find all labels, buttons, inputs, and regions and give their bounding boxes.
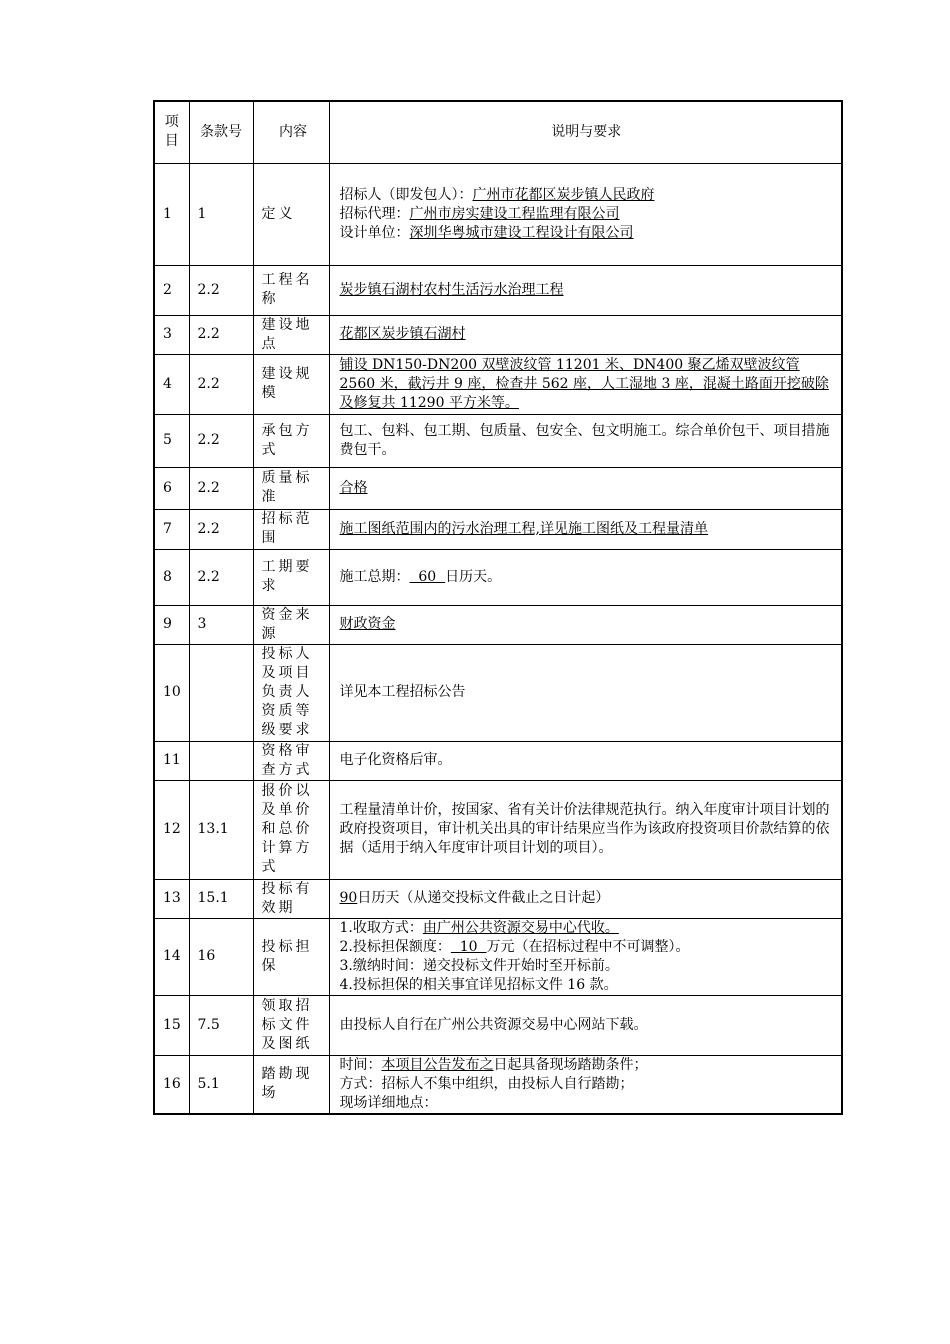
row-num: 11 <box>154 741 189 780</box>
bond-method-value: 由广州公共资源交易中心代收。 <box>422 919 619 936</box>
table-row <box>154 265 842 315</box>
row-desc <box>329 163 842 265</box>
header-desc: 说明与要求 <box>329 101 842 163</box>
row-item: 建设地点 <box>253 315 329 354</box>
row-item: 定义 <box>253 163 329 265</box>
row-clause: 1 <box>189 163 253 265</box>
row-num: 4 <box>154 354 189 414</box>
period-unit: 日历天。 <box>445 568 502 585</box>
row-clause: 2.2 <box>189 354 253 414</box>
row-clause <box>189 741 253 780</box>
project-name: 炭步镇石湖村农村生活污水治理工程 <box>339 281 564 298</box>
row-item: 投标担保 <box>253 918 329 995</box>
row-clause: 5.1 <box>189 1055 253 1114</box>
bid-bond <box>329 918 842 995</box>
visit-location: 现场详细地点： <box>339 1094 438 1111</box>
construction-period <box>329 549 842 605</box>
visit-method: 方式：招标人不集中组织，由投标人自行踏勘； <box>339 1075 634 1092</box>
row-item: 报价以及单价和总价计算方式 <box>253 780 329 879</box>
table-row <box>154 509 842 549</box>
table-header-row <box>154 101 842 163</box>
visit-time-value: 本项目公告发布之 <box>381 1056 494 1073</box>
table-row <box>154 741 842 780</box>
tender-scope: 施工图纸范围内的污水治理工程,详见施工图纸及工程量清单 <box>339 520 708 537</box>
bond-amount-label: 2.投标担保额度： <box>339 938 451 955</box>
header-clause: 条款号 <box>189 101 253 163</box>
bond-time: 3.缴纳时间：递交投标文件开始时至开标前。 <box>339 957 619 974</box>
header-num: 项目 <box>154 101 189 163</box>
period-days: 60 <box>409 568 446 585</box>
row-clause: 2.2 <box>189 414 253 467</box>
row-num: 7 <box>154 509 189 549</box>
validity-days: 90 <box>339 890 358 906</box>
quality-standard: 合格 <box>339 479 368 496</box>
table-row <box>154 879 842 918</box>
row-num: 2 <box>154 265 189 315</box>
agent-label: 招标代理： <box>339 205 410 222</box>
row-num: 10 <box>154 644 189 741</box>
row-item: 资金来源 <box>253 605 329 644</box>
bond-amount-unit: 万元（在招标过程中不可调整）。 <box>486 938 690 955</box>
row-num: 13 <box>154 879 189 918</box>
row-clause <box>189 644 253 741</box>
row-item: 招标范围 <box>253 509 329 549</box>
designer-label: 设计单位： <box>339 224 410 241</box>
bid-data-sheet <box>153 100 843 1115</box>
table-row <box>154 467 842 509</box>
row-item: 投标有效期 <box>253 879 329 918</box>
row-num: 16 <box>154 1055 189 1114</box>
row-clause: 2.2 <box>189 467 253 509</box>
row-num: 3 <box>154 315 189 354</box>
tenderer-label: 招标人（即发包人）： <box>339 186 473 203</box>
table-row <box>154 918 842 995</box>
row-clause: 2.2 <box>189 265 253 315</box>
fund-source: 财政资金 <box>339 616 396 632</box>
table-row <box>154 780 842 879</box>
row-num: 9 <box>154 605 189 644</box>
project-location: 花都区炭步镇石湖村 <box>339 326 466 342</box>
qualification-requirements: 详见本工程招标公告 <box>329 644 842 741</box>
row-num: 5 <box>154 414 189 467</box>
bond-details: 4.投标担保的相关事宜详见招标文件 16 款。 <box>339 976 618 993</box>
table-row <box>154 644 842 741</box>
document-collection: 由投标人自行在广州公共资源交易中心网站下载。 <box>329 995 842 1055</box>
row-clause: 2.2 <box>189 315 253 354</box>
row-item: 承包方式 <box>253 414 329 467</box>
validity-note: 日历天（从递交投标文件截止之日计起） <box>357 890 610 906</box>
table-row <box>154 605 842 644</box>
row-clause: 2.2 <box>189 549 253 605</box>
row-clause: 16 <box>189 918 253 995</box>
site-visit <box>329 1055 842 1114</box>
table-row <box>154 995 842 1055</box>
row-item: 踏勘现场 <box>253 1055 329 1114</box>
visit-time-suffix: 日起具备现场踏勘条件； <box>493 1056 648 1073</box>
table-row <box>154 354 842 414</box>
period-label: 施工总期： <box>339 568 410 585</box>
row-num: 14 <box>154 918 189 995</box>
table-row <box>154 414 842 467</box>
row-item: 工程名称 <box>253 265 329 315</box>
row-clause: 7.5 <box>189 995 253 1055</box>
visit-time-label: 时间： <box>339 1056 382 1073</box>
project-scale: 铺设 DN150-DN200 双壁波纹管 11201 米、DN400 聚乙烯双壁波纹管 2560 米，截污井 9 座，检查井 562 座，人工湿地 3 座，混凝土路面开挖破除及修复共 11290 平方米等。 <box>339 356 829 411</box>
row-item: 领取招标文件及图纸 <box>253 995 329 1055</box>
table-row <box>154 549 842 605</box>
row-item: 质量标准 <box>253 467 329 509</box>
row-item: 建设规模 <box>253 354 329 414</box>
tenderer-value: 广州市花都区炭步镇人民政府 <box>472 186 655 203</box>
row-clause: 15.1 <box>189 879 253 918</box>
row-clause: 2.2 <box>189 509 253 549</box>
qualification-review: 电子化资格后审。 <box>329 741 842 780</box>
row-clause: 13.1 <box>189 780 253 879</box>
row-num: 8 <box>154 549 189 605</box>
bond-method-label: 1.收取方式： <box>339 919 423 936</box>
pricing-method: 工程量清单计价，按国家、省有关计价法律规范执行。纳入年度审计项目计划的政府投资项目，审计机关出具的审计结果应当作为该政府投资项目价款结算的依据（适用于纳入年度审计项目计划的项目）。 <box>329 780 842 879</box>
bid-validity <box>329 879 842 918</box>
row-item: 投标人及项目负责人资质等级要求 <box>253 644 329 741</box>
agent-value: 广州市房实建设工程监理有限公司 <box>409 205 620 222</box>
bid-requirements-table <box>153 100 843 1115</box>
row-num: 12 <box>154 780 189 879</box>
row-num: 15 <box>154 995 189 1055</box>
table-row <box>154 163 842 265</box>
table-row <box>154 315 842 354</box>
row-item: 资格审查方式 <box>253 741 329 780</box>
row-clause: 3 <box>189 605 253 644</box>
row-num: 6 <box>154 467 189 509</box>
row-item: 工期要求 <box>253 549 329 605</box>
designer-value: 深圳华粤城市建设工程设计有限公司 <box>409 224 634 241</box>
header-item: 内容 <box>253 101 329 163</box>
bond-amount-value: 10 <box>450 938 487 955</box>
table-row <box>154 1055 842 1114</box>
row-num: 1 <box>154 163 189 265</box>
contract-mode: 包工、包料、包工期、包质量、包安全、包文明施工。综合单价包干、项目措施费包干。 <box>329 414 842 467</box>
